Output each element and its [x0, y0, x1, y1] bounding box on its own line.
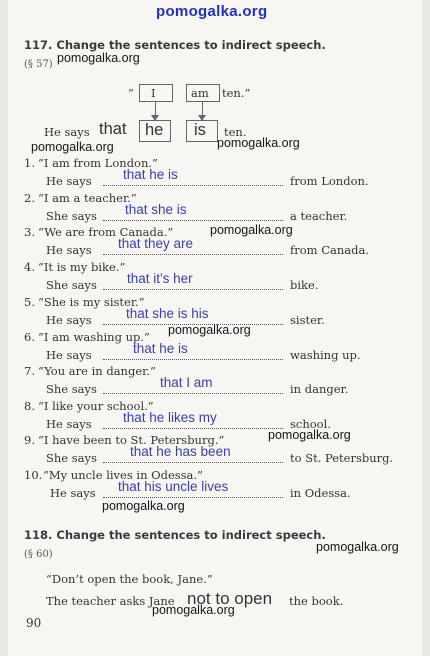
example-box-i — [139, 84, 173, 102]
item-speaker: He says — [46, 313, 92, 327]
exercise-118-rest: the book. — [289, 594, 344, 608]
item-quote: “You are in danger.” — [38, 364, 156, 378]
item-answer: that he is — [123, 167, 178, 182]
answer-dotted-line — [103, 359, 283, 360]
item-answer: that he has been — [130, 444, 231, 459]
item-speaker: He says — [46, 243, 92, 257]
example-ten: ten. — [224, 125, 247, 139]
exercise-118-quote: “Don’t open the book, Jane.” — [46, 572, 213, 586]
watermark: pomogalka.org — [168, 323, 251, 337]
item-quote: “I am a teacher.” — [38, 191, 137, 205]
item-quote: “I have been to St. Petersburg.” — [38, 433, 225, 447]
item-rest: washing up. — [290, 348, 361, 362]
item-rest: in danger. — [290, 382, 349, 396]
item-number: 7. — [24, 364, 35, 378]
item-number: 9. — [24, 433, 35, 447]
item-quote: “I like your school.” — [38, 399, 154, 413]
watermark: pomogalka.org — [152, 603, 235, 617]
item-number: 10. — [24, 468, 43, 482]
item-answer: that he is — [133, 341, 188, 356]
item-quote: “She is my sister.” — [38, 295, 145, 309]
item-number: 5. — [24, 295, 35, 309]
item-answer: that she is his — [126, 306, 209, 321]
item-speaker: He says — [46, 417, 92, 431]
item-answer: that I am — [160, 375, 213, 390]
watermark: pomogalka.org — [268, 428, 351, 442]
item-quote: “It is my bike.” — [38, 260, 126, 274]
watermark: pomogalka.org — [102, 499, 185, 513]
watermark: pomogalka.org — [57, 51, 140, 65]
item-rest: bike. — [290, 278, 319, 292]
item-rest: in Odessa. — [290, 486, 351, 500]
item-rest: school. — [290, 417, 331, 431]
item-speaker: He says — [50, 486, 96, 500]
item-rest: to St. Petersburg. — [290, 451, 394, 465]
answer-dotted-line — [103, 462, 283, 463]
answer-dotted-line — [103, 220, 283, 221]
item-number: 1. — [24, 156, 35, 170]
site-watermark-top: pomogalka.org — [156, 3, 268, 20]
item-answer: that he likes my — [123, 410, 217, 425]
answer-dotted-line — [103, 497, 283, 498]
item-rest: from London. — [290, 174, 369, 188]
item-rest: a teacher. — [290, 209, 348, 223]
item-speaker: He says — [46, 348, 92, 362]
watermark: pomogalka.org — [316, 540, 399, 554]
exercise-118-title: 118. Change the sentences to indirect speech. — [24, 528, 326, 542]
exercise-118-ref: (§ 60) — [24, 549, 53, 560]
answer-dotted-line — [103, 254, 283, 255]
item-quote: “We are from Canada.” — [38, 225, 174, 239]
exercise-118-answer: not to open — [187, 589, 273, 608]
item-speaker: She says — [46, 451, 97, 465]
exercise-117-title: 117. Change the sentences to indirect speech. — [24, 38, 326, 52]
example-answer-that: that — [99, 120, 127, 138]
item-speaker: She says — [46, 209, 97, 223]
item-number: 2. — [24, 191, 35, 205]
example-answer-is: is — [194, 121, 206, 139]
item-rest: from Canada. — [290, 243, 370, 257]
exercise-117-ref: (§ 57) — [24, 59, 53, 70]
item-quote: “I am washing up.” — [38, 330, 150, 344]
answer-dotted-line — [103, 393, 283, 394]
watermark: pomogalka.org — [210, 223, 293, 237]
item-number: 4. — [24, 260, 35, 274]
answer-dotted-line — [103, 185, 283, 186]
item-speaker: He says — [46, 174, 92, 188]
example-word-i: I — [151, 86, 156, 100]
item-speaker: She says — [46, 278, 97, 292]
item-quote: “I am from London.” — [38, 156, 158, 170]
item-quote: “My uncle lives in Odessa.” — [43, 468, 203, 482]
item-number: 3. — [24, 225, 35, 239]
answer-dotted-line — [103, 289, 283, 290]
item-rest: sister. — [290, 313, 325, 327]
watermark: pomogalka.org — [31, 140, 114, 154]
page-number: 90 — [26, 616, 42, 630]
example-tail: ten.” — [222, 86, 251, 100]
answer-dotted-line — [103, 428, 283, 429]
example-open-quote: “ — [128, 86, 134, 100]
item-answer: that they are — [118, 236, 194, 251]
item-answer: that she is — [125, 202, 187, 217]
example-he-says: He says — [44, 125, 90, 139]
example-word-am: am — [191, 86, 209, 100]
exercise-118-lead: The teacher asks Jane — [46, 594, 175, 608]
example-answer-he: he — [145, 121, 164, 139]
item-speaker: She says — [46, 382, 97, 396]
item-number: 6. — [24, 330, 35, 344]
item-answer: that it's her — [127, 271, 193, 286]
item-answer: that his uncle lives — [118, 479, 229, 494]
watermark: pomogalka.org — [217, 136, 300, 150]
item-number: 8. — [24, 399, 35, 413]
